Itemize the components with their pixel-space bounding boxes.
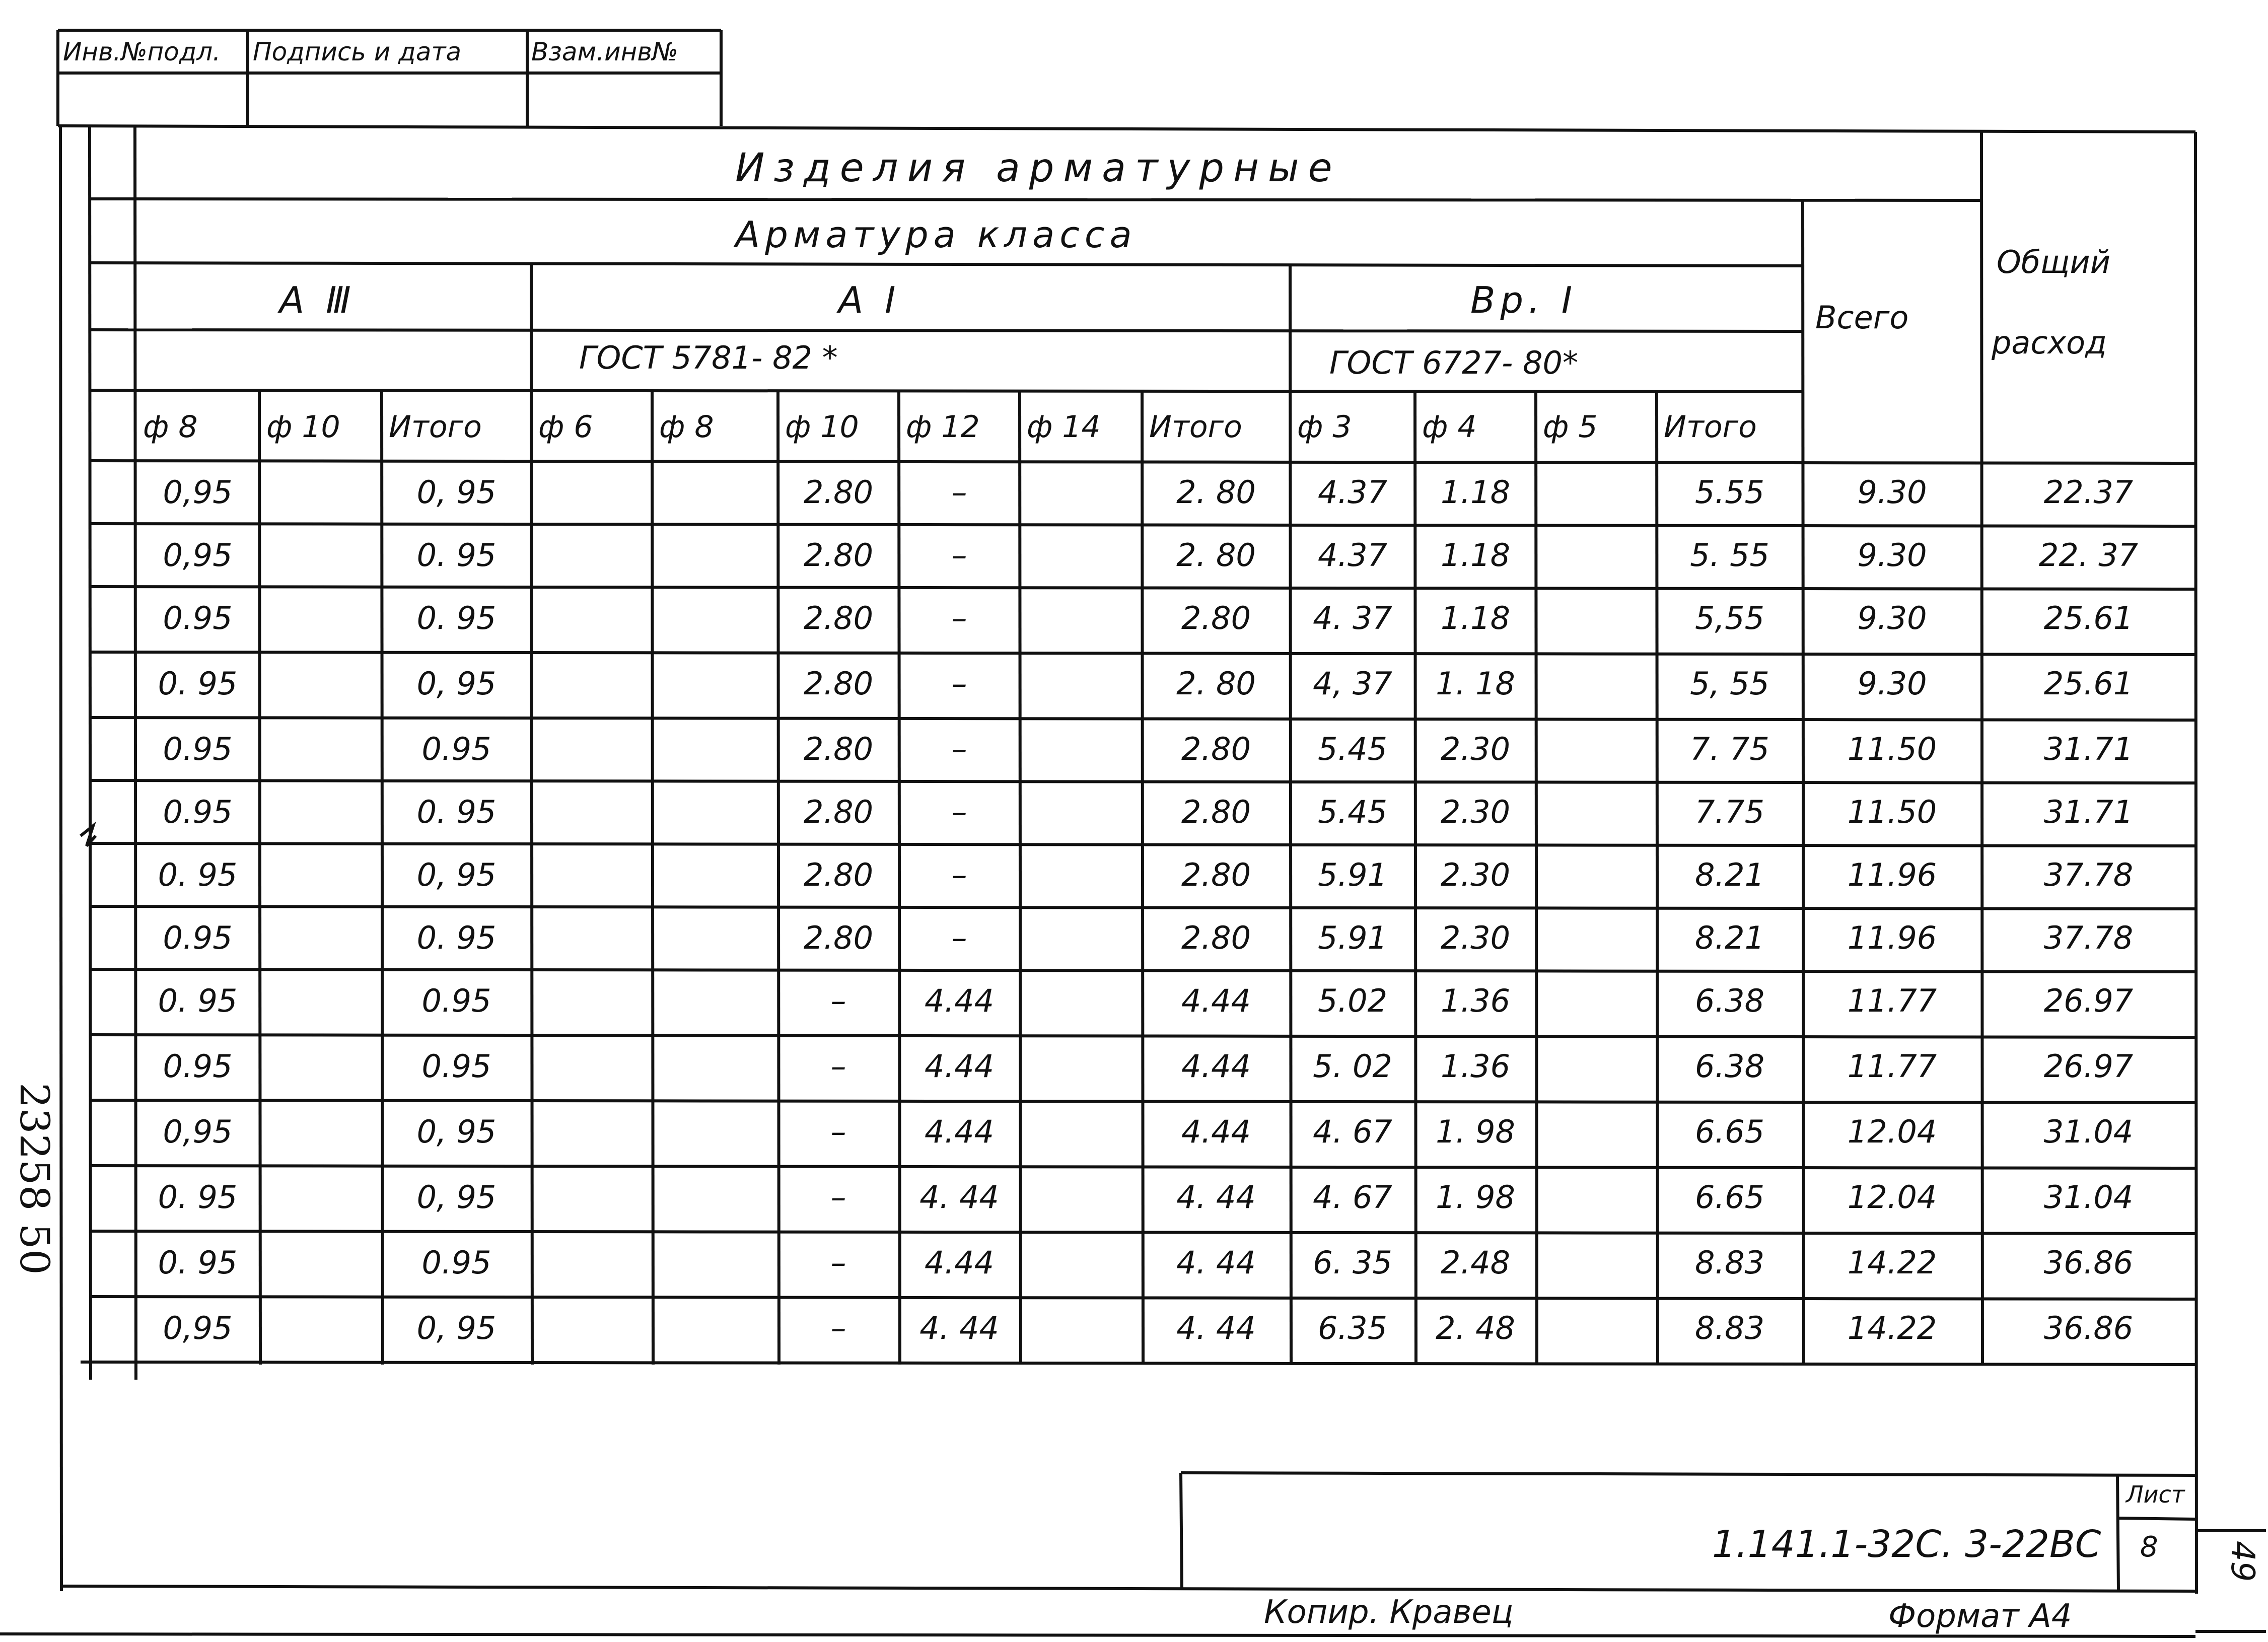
- table-cell: 22.37: [2043, 474, 2134, 511]
- table-cell: 31.71: [2043, 731, 2134, 767]
- table-cell: 5.45: [1317, 731, 1388, 767]
- table-cell: 5.91: [1317, 856, 1388, 893]
- table-cell: 1. 18: [1436, 665, 1515, 702]
- table-cell: 1.18: [1440, 600, 1511, 636]
- table-cell: 9.30: [1857, 665, 1927, 702]
- table-cell: –: [951, 474, 967, 511]
- table-cell: 0.95: [163, 1048, 233, 1085]
- table-cell: 0.95: [163, 600, 233, 636]
- table-cell: 2. 48: [1436, 1310, 1515, 1346]
- table-cell: 2.80: [803, 919, 874, 956]
- table-cell: 36.86: [2043, 1244, 2134, 1281]
- table-cell: 6.35: [1317, 1310, 1388, 1346]
- column-header: ф 10: [785, 409, 859, 445]
- table-cell: –: [951, 537, 967, 574]
- table-cell: 4.37: [1317, 474, 1388, 511]
- column-header: Итого: [389, 409, 482, 445]
- table-cell: 1.18: [1440, 474, 1511, 511]
- table-cell: 2.80: [1181, 856, 1251, 893]
- table-cell: 26.97: [2043, 982, 2134, 1019]
- copier-note: Копир. Кравец: [1264, 1594, 1514, 1631]
- table-cell: 0.95: [163, 731, 233, 767]
- table-cell: –: [951, 665, 967, 702]
- class-vr1-header: Вр. Ⅰ: [1470, 279, 1578, 321]
- table-cell: 2.48: [1440, 1244, 1511, 1281]
- table-cell: 6.65: [1694, 1179, 1765, 1216]
- table-cell: 31.04: [2043, 1113, 2134, 1150]
- table-cell: 5.55: [1694, 474, 1765, 511]
- table-cell: –: [951, 731, 967, 767]
- armature-class-header: Арматура класса: [735, 213, 1137, 256]
- table-cell: 5.02: [1317, 982, 1388, 1019]
- table-cell: 8.83: [1694, 1244, 1765, 1281]
- table-cell: 0, 95: [416, 474, 497, 511]
- general-consumption-header-2: расход: [1992, 324, 2107, 361]
- table-cell: 0. 95: [416, 794, 497, 830]
- table-cell: 2.80: [1181, 600, 1251, 636]
- table-cell: 4. 44: [919, 1179, 999, 1216]
- table-cell: 0. 95: [158, 1179, 238, 1216]
- table-cell: 9.30: [1857, 474, 1927, 511]
- table-cell: 5.45: [1317, 794, 1388, 830]
- table-cell: 0. 95: [416, 537, 497, 574]
- table-cell: 0.95: [163, 919, 233, 956]
- column-header: ф 4: [1422, 409, 1477, 445]
- table-cell: 4.44: [1181, 1048, 1251, 1085]
- table-cell: 6.38: [1694, 1048, 1765, 1085]
- table-cell: 0, 95: [416, 1113, 497, 1150]
- table-cell: 4.44: [924, 982, 995, 1019]
- table-cell: 2.80: [1181, 919, 1251, 956]
- table-cell: 0.95: [421, 1244, 491, 1281]
- table-cell: 2.80: [803, 665, 874, 702]
- table-cell: 6.38: [1694, 982, 1765, 1019]
- table-cell: –: [830, 1244, 846, 1281]
- table-cell: 0.95: [163, 794, 233, 830]
- vzam-label: Взам.инв№: [531, 37, 678, 66]
- sheet-label: Лист: [2126, 1481, 2185, 1508]
- table-cell: 11.96: [1847, 919, 1937, 956]
- table-cell: –: [830, 1113, 846, 1150]
- table-cell: 2.30: [1440, 856, 1511, 893]
- table-cell: 4. 44: [1176, 1310, 1256, 1346]
- column-header: ф 10: [266, 409, 340, 445]
- table-title: Изделия арматурные: [735, 146, 1341, 191]
- table-cell: 1. 98: [1436, 1113, 1515, 1150]
- table-cell: 8.21: [1694, 919, 1765, 956]
- table-cell: –: [951, 600, 967, 636]
- table-cell: 11.50: [1847, 794, 1937, 830]
- table-cell: 0. 95: [158, 665, 238, 702]
- table-cell: 0, 95: [416, 856, 497, 893]
- table-cell: 4.44: [924, 1244, 995, 1281]
- table-cell: 0,95: [163, 1310, 233, 1346]
- table-cell: 2. 80: [1176, 665, 1256, 702]
- table-cell: 8.21: [1694, 856, 1765, 893]
- column-header: ф 3: [1297, 409, 1352, 445]
- column-header: Итого: [1664, 409, 1757, 445]
- table-cell: 5. 55: [1690, 537, 1769, 574]
- table-cell: 36.86: [2043, 1310, 2134, 1346]
- gost-6727-header: ГОСТ 6727- 80*: [1329, 344, 1578, 381]
- table-cell: 31.71: [2043, 794, 2134, 830]
- format-note: Формат А4: [1888, 1598, 2072, 1635]
- table-cell: 2.80: [803, 794, 874, 830]
- table-cell: 2.80: [803, 600, 874, 636]
- table-cell: 0. 95: [158, 982, 238, 1019]
- table-cell: 37.78: [2043, 856, 2134, 893]
- table-cell: 14.22: [1847, 1244, 1937, 1281]
- table-cell: 11.77: [1847, 982, 1937, 1019]
- table-cell: 4. 44: [1176, 1179, 1256, 1216]
- general-consumption-header-1: Общий: [1997, 244, 2111, 280]
- table-cell: 4.44: [924, 1113, 995, 1150]
- table-cell: 9.30: [1857, 537, 1927, 574]
- table-cell: 0, 95: [416, 1310, 497, 1346]
- table-cell: 2. 80: [1176, 537, 1256, 574]
- page-number: 49: [2224, 1541, 2261, 1582]
- class-a1-header: А Ⅰ: [838, 279, 901, 321]
- table-cell: 0, 95: [416, 1179, 497, 1216]
- table-cell: 26.97: [2043, 1048, 2134, 1085]
- total-header: Всего: [1815, 299, 1909, 336]
- table-cell: 4. 37: [1313, 600, 1392, 636]
- table-cell: 4. 44: [919, 1310, 999, 1346]
- inv-label: Инв.№подл.: [63, 37, 221, 66]
- column-header: ф 8: [143, 409, 198, 445]
- table-cell: 22. 37: [2038, 537, 2139, 574]
- table-cell: 4. 67: [1313, 1113, 1392, 1150]
- table-cell: 0,95: [163, 537, 233, 574]
- document-code: 1.141.1-32С. 3-22ВС: [1712, 1523, 2101, 1566]
- sheet-number: 8: [2140, 1531, 2158, 1563]
- table-cell: 7.75: [1694, 794, 1765, 830]
- class-a3-header: А Ⅲ: [279, 279, 356, 321]
- table-cell: –: [951, 856, 967, 893]
- table-cell: 1.36: [1440, 982, 1511, 1019]
- table-cell: –: [830, 982, 846, 1019]
- table-cell: 31.04: [2043, 1179, 2134, 1216]
- table-cell: 4. 44: [1176, 1244, 1256, 1281]
- table-cell: 0.95: [421, 982, 491, 1019]
- table-cell: 6. 35: [1313, 1244, 1392, 1281]
- table-cell: 1. 98: [1436, 1179, 1515, 1216]
- table-cell: 6.65: [1694, 1113, 1765, 1150]
- table-cell: 5.91: [1317, 919, 1388, 956]
- table-cell: 2.80: [803, 537, 874, 574]
- table-cell: 0, 95: [416, 665, 497, 702]
- sign-label: Подпись и дата: [253, 37, 462, 66]
- table-cell: 12.04: [1847, 1179, 1937, 1216]
- table-cell: 1.18: [1440, 537, 1511, 574]
- table-cell: 0.95: [421, 731, 491, 767]
- table-cell: –: [830, 1179, 846, 1216]
- table-cell: 11.50: [1847, 731, 1937, 767]
- table-cell: 12.04: [1847, 1113, 1937, 1150]
- table-cell: 2.80: [1181, 794, 1251, 830]
- table-cell: –: [951, 794, 967, 830]
- side-number: 23258 50: [11, 1083, 58, 1275]
- column-header: ф 6: [538, 409, 593, 445]
- column-header: Итого: [1149, 409, 1242, 445]
- table-cell: 0. 95: [158, 1244, 238, 1281]
- table-cell: 2.30: [1440, 731, 1511, 767]
- table-cell: 25.61: [2043, 665, 2134, 702]
- column-header: ф 5: [1543, 409, 1598, 445]
- table-cell: 0.95: [421, 1048, 491, 1085]
- table-cell: –: [830, 1048, 846, 1085]
- table-cell: –: [830, 1310, 846, 1346]
- table-cell: 4.44: [1181, 982, 1251, 1019]
- table-cell: 2.80: [803, 856, 874, 893]
- table-cell: 2. 80: [1176, 474, 1256, 511]
- table-cell: 4.44: [924, 1048, 995, 1085]
- table-cell: 5,55: [1694, 600, 1765, 636]
- table-cell: 11.96: [1847, 856, 1937, 893]
- column-header: ф 14: [1027, 409, 1101, 445]
- table-cell: 2.80: [1181, 731, 1251, 767]
- table-cell: 0,95: [163, 1113, 233, 1150]
- table-cell: 1.36: [1440, 1048, 1511, 1085]
- table-cell: 0,95: [163, 474, 233, 511]
- table-cell: 37.78: [2043, 919, 2134, 956]
- table-cell: 25.61: [2043, 600, 2134, 636]
- table-cell: 4, 37: [1313, 665, 1392, 702]
- table-cell: –: [951, 919, 967, 956]
- table-cell: 4.37: [1317, 537, 1388, 574]
- table-cell: 4.44: [1181, 1113, 1251, 1150]
- table-cell: 5, 55: [1690, 665, 1769, 702]
- column-header: ф 12: [906, 409, 980, 445]
- table-cell: 0. 95: [416, 600, 497, 636]
- column-header: ф 8: [659, 409, 714, 445]
- table-cell: 2.80: [803, 731, 874, 767]
- table-cell: 2.80: [803, 474, 874, 511]
- table-cell: 0. 95: [158, 856, 238, 893]
- table-cell: 8.83: [1694, 1310, 1765, 1346]
- table-cell: 5. 02: [1313, 1048, 1392, 1085]
- table-cell: 2.30: [1440, 919, 1511, 956]
- table-cell: 14.22: [1847, 1310, 1937, 1346]
- table-cell: 11.77: [1847, 1048, 1937, 1085]
- table-cell: 0. 95: [416, 919, 497, 956]
- table-cell: 7. 75: [1690, 731, 1769, 767]
- table-cell: 4. 67: [1313, 1179, 1392, 1216]
- gost-5781-header: ГОСТ 5781- 82 *: [579, 339, 838, 376]
- table-cell: 2.30: [1440, 794, 1511, 830]
- table-cell: 9.30: [1857, 600, 1927, 636]
